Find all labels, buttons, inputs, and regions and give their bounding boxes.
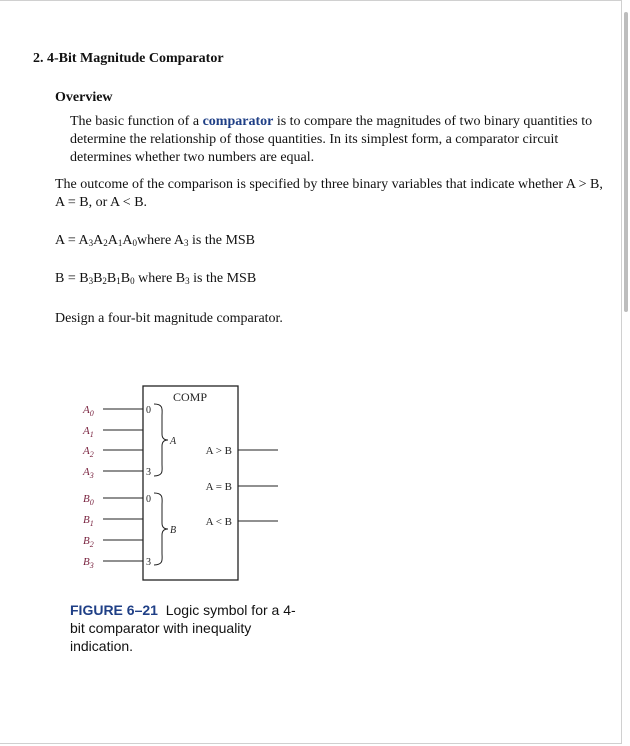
pin-a1: $A_1$ <box>83 425 94 439</box>
scrollbar[interactable] <box>624 12 628 312</box>
pin-b3: $B_3$ <box>83 556 94 570</box>
pin-b0: $B_0$ <box>83 493 94 507</box>
comp-title: COMP <box>172 390 208 404</box>
equation-a: $A = A_3A_2A_1A_0where$ $A_3$ is the MSB <box>55 233 256 248</box>
output-label-gt: A > B <box>205 445 232 457</box>
bit-index-a-low: 0 <box>146 405 151 416</box>
output-label-lt: A < B <box>205 516 232 528</box>
overview-heading: Overview <box>55 90 113 105</box>
pin-b2: $B_2$ <box>83 535 94 549</box>
section-heading: 2. 4-Bit Magnitude Comparator <box>33 51 224 66</box>
overview-paragraph: The basic function of a comparator is to compare the magnitudes of two binary quantities to determine the relationship of those quantities. In its simplest form, a comparator circuit determines whether two numbers are equal. <box>70 114 593 165</box>
figure-number: FIGURE 6–21 <box>70 602 158 618</box>
input-lines-a <box>103 409 143 471</box>
figure-caption: FIGURE 6–21 Logic symbol for a 4-bit comparator with inequality indication. <box>70 602 296 654</box>
comparator-logic-symbol <box>70 380 290 590</box>
group-label-b: B <box>170 525 177 536</box>
input-lines-b <box>103 498 143 561</box>
group-label-a: A <box>170 436 177 447</box>
pin-a0: $A_0$ <box>83 404 94 418</box>
comparator-keyword: comparator <box>202 114 274 129</box>
bit-index-b-high: 3 <box>146 557 151 568</box>
output-label-eq: A = B <box>205 481 232 493</box>
bit-index-a-high: 3 <box>146 467 151 478</box>
design-prompt: Design a four-bit magnitude comparator. <box>55 311 283 326</box>
pin-a3: $A_3$ <box>83 466 94 480</box>
bit-index-b-low: 0 <box>146 494 151 505</box>
output-lines <box>238 450 278 521</box>
pin-b1: $B_1$ <box>83 514 94 528</box>
outcome-paragraph: The outcome of the comparison is specified by three binary variables that indicate whether A > B, A = B, or A < B. <box>55 177 603 210</box>
pin-a2: $A_2$ <box>83 445 94 459</box>
equation-b: $B = B_3B_2B_1B_0$ where $B_3$ is the MSB <box>55 271 257 286</box>
